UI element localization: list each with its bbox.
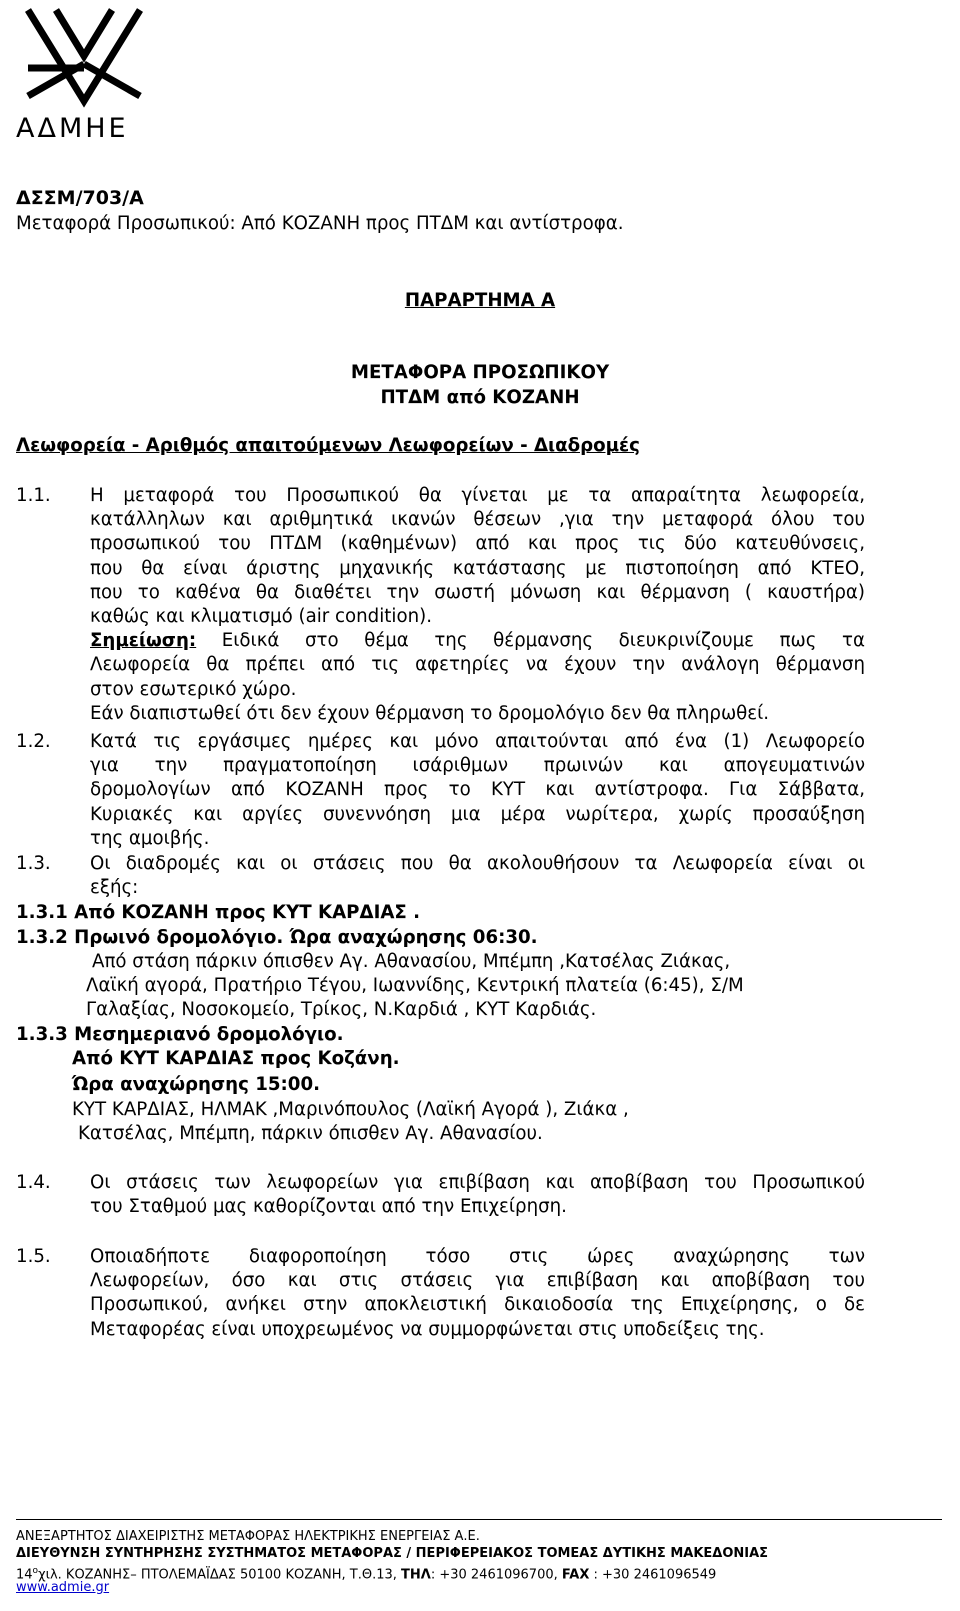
item-1-3-2-heading: 1.3.2 Πρωινό δρομολόγιο. Ώρα αναχώρησης 06:30. (16, 927, 538, 948)
note-line (90, 629, 865, 653)
address-text: χιλ. ΚΟΖΑΝΗΣ– ΠΤΟΛΕΜΑΪΔΑΣ 50100 ΚΟΖΑΝΗ, Τ.Θ.13, (38, 1567, 402, 1583)
text-line: προσωπικού του ΠΤΔΜ (καθημένων) από και προς τις δύο κατευθύνσεις, (90, 533, 865, 555)
logo-text: ΑΔΜΗΕ (16, 113, 129, 144)
item-1-3-1-heading: 1.3.1 Από ΚΟΖΑΝΗ προς ΚΥΤ ΚΑΡΔΙΑΣ . (16, 902, 421, 923)
item-1-4-text (90, 1171, 865, 1219)
address-sup: ο (32, 1566, 39, 1576)
admie-logo (16, 6, 156, 146)
item-number-1-5: 1.5. (16, 1246, 51, 1267)
annex-subtitle-2: ΠΤΔΜ από ΚΟΖΑΝΗ (380, 387, 580, 408)
tel-label: ΤΗΛ (401, 1567, 431, 1583)
item-1-1-text (90, 484, 865, 726)
route-line: ΚΥΤ ΚΑΡΔΙΑΣ, ΗΛΜΑΚ ,Μαρινόπουλος (Λαϊκή Αγορά ), Ζιάκα , (72, 1099, 629, 1120)
text-line: που θα είναι άριστης μηχανικής κατάστασης με πιστοποίηση από ΚΤΕΟ, (90, 557, 865, 579)
text-line: για την πραγματοποίηση ισάριθμων πρωινών και απογευματινών (90, 755, 865, 777)
document-code: ΔΣΣΜ/703/Α (16, 187, 144, 209)
route-line: Λαϊκή αγορά, Πρατήριο Τέγου, Ιωαννίδης, Κεντρική πλατεία (6:45), Σ/Μ (86, 975, 744, 996)
text-line: καθώς και κλιματισμό (air condition). (90, 606, 432, 628)
annex-subtitle-1: ΜΕΤΑΦΟΡΑ ΠΡΟΣΩΠΙΚΟΥ (350, 362, 610, 383)
item-1-3-text (90, 852, 865, 900)
item-number-1-4: 1.4. (16, 1172, 51, 1193)
item-1-2-text (90, 730, 865, 851)
text-line: Λεωφορείων, όσο και στις στάσεις για επιβίβαση και αποβίβαση του (90, 1270, 865, 1292)
text-line: εξής: (90, 877, 139, 899)
tel-number: : +30 2461096700, (430, 1567, 562, 1583)
fax-number: : +30 2461096549 (589, 1567, 717, 1583)
address-prefix: 14 (16, 1567, 33, 1583)
text-line: Οι στάσεις των λεωφορείων για επιβίβαση και αποβίβαση του Προσωπικού (90, 1172, 865, 1193)
section-heading: Λεωφορεία - Αριθμός απαιτούμενων Λεωφορείων - Διαδρομές (16, 435, 640, 456)
route-line: Γαλαξίας, Νοσοκομείο, Τρίκος, Ν.Καρδιά , ΚΥΤ Καρδιάς. (86, 999, 597, 1020)
website-link[interactable]: www.admie.gr (16, 1580, 110, 1595)
annex-title: ΠΑΡΑΡΤΗΜΑ Α (404, 290, 556, 311)
item-1-3-3-heading: 1.3.3 Μεσημεριανό δρομολόγιο. (16, 1024, 344, 1045)
item-1-5-text (90, 1245, 865, 1342)
footer-address (16, 1563, 716, 1583)
text-line: Κυριακές και αργίες συνεννόηση μια μέρα νωρίτερα, χωρίς προσαύξηση (90, 803, 865, 825)
text-line: Οι διαδρομές και οι στάσεις που θα ακολουθήσουν τα Λεωφορεία είναι οι (90, 853, 865, 874)
footer-directorate: ΔΙΕΥΘΥΝΣΗ ΣΥΝΤΗΡΗΣΗΣ ΣΥΣΤΗΜΑΤΟΣ ΜΕΤΑΦΟΡΑΣ / ΠΕΡΙΦΕΡΕΙΑΚΟΣ ΤΟΜΕΑΣ ΔΥΤΙΚΗΣ ΜΑΚΕΔΟΝΙΑΣ (16, 1546, 769, 1561)
text-line: Η μεταφορά του Προσωπικού θα γίνεται με τα απαραίτητα λεωφορεία, (90, 485, 865, 506)
text-line: Κατά τις εργάσιμες ημέρες και μόνο απαιτούνται από ένα (1) Λεωφορείο (90, 731, 865, 752)
route-line: Κατσέλας, Μπέμπη, πάρκιν όπισθεν Αγ. Αθανασίου. (78, 1123, 543, 1144)
text-line: δρομολογίων από ΚΟΖΑΝΗ προς το ΚΥΤ και αντίστροφα. Για Σάββατα, (90, 779, 865, 801)
note-text: Ειδικά στο θέμα της θέρμανσης διευκρινίζουμε πως τα (196, 630, 865, 652)
text-line: της αμοιβής. (90, 827, 210, 849)
footer-divider (16, 1519, 942, 1520)
note-label: Σημείωση: (90, 630, 197, 652)
note-line: Λεωφορεία θα πρέπει από τις αφετηρίες να έχουν την ανάλογη θέρμανση (90, 654, 865, 676)
return-departure-time: Ώρα αναχώρησης 15:00. (72, 1074, 321, 1095)
note-line: στον εσωτερικό χώρο. (90, 678, 297, 700)
text-line: Οποιαδήποτε διαφοροποίηση τόσο στις ώρες αναχώρησης των (90, 1246, 865, 1267)
item-number-1-1: 1.1. (16, 485, 51, 506)
text-line: που το καθένα θα διαθέτει την σωστή μόνωση και θέρμανση ( καυστήρα) (90, 581, 865, 603)
item-number-1-2: 1.2. (16, 731, 51, 752)
item-number-1-3: 1.3. (16, 853, 51, 874)
text-line: Προσωπικού, ανήκει στην αποκλειστική δικαιοδοσία της Επιχείρησης, ο δε (90, 1294, 865, 1316)
footer-company: ΑΝΕΞΑΡΤΗΤΟΣ ΔΙΑΧΕΙΡΙΣΤΗΣ ΜΕΤΑΦΟΡΑΣ ΗΛΕΚΤΡΙΚΗΣ ΕΝΕΡΓΕΙΑΣ Α.Ε. (16, 1529, 480, 1544)
admie-emblem-icon (16, 6, 156, 116)
fax-label: FAX (561, 1567, 590, 1583)
text-line: Μεταφορέας είναι υποχρεωμένος να συμμορφώνεται στις υποδείξεις της. (90, 1318, 765, 1340)
return-route-title: Από ΚΥΤ ΚΑΡΔΙΑΣ προς Κοζάνη. (72, 1048, 400, 1069)
note-line: Εάν διαπιστωθεί ότι δεν έχουν θέρμανση το δρομολόγιο δεν θα πληρωθεί. (90, 702, 770, 724)
route-line: Από στάση πάρκιν όπισθεν Αγ. Αθανασίου, Μπέμπη ,Κατσέλας Ζιάκας, (92, 951, 731, 972)
document-subject: Μεταφορά Προσωπικού: Από ΚΟΖΑΝΗ προς ΠΤΔΜ και αντίστροφα. (16, 213, 624, 234)
text-line: κατάλληλων και αριθμητικά ικανών θέσεων ,για την μεταφορά όλου του (90, 509, 865, 531)
text-line: του Σταθμού μας καθορίζονται από την Επιχείρηση. (90, 1196, 567, 1218)
